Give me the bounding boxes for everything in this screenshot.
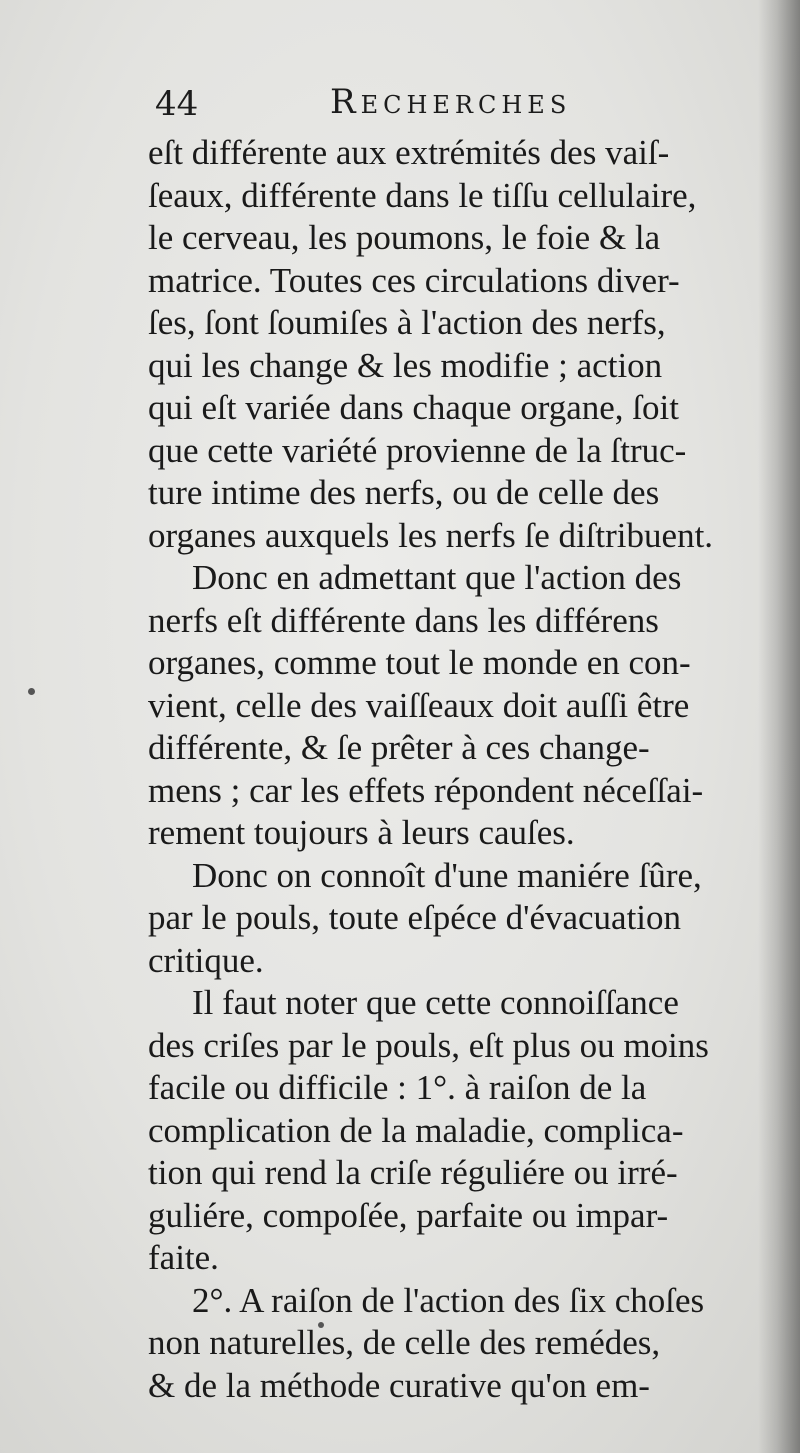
text-line: ture intime des nerfs, ou de celle des bbox=[148, 473, 660, 512]
text-line: différente, & ſe prêter à ces change- bbox=[148, 728, 650, 767]
text-line: qui eſt variée dans chaque organe, ſoit bbox=[148, 388, 679, 427]
text-line: complication de la maladie, complica- bbox=[148, 1110, 684, 1150]
text-line: par le pouls, toute eſpéce d'évacuation bbox=[148, 898, 682, 937]
text-line: non naturelles, de celle des remédes, bbox=[148, 1323, 661, 1362]
text-line: & de la méthode curative qu'on em- bbox=[148, 1365, 650, 1405]
text-line: mens ; car les effets répondent néceſſai- bbox=[148, 770, 704, 810]
text-line: ſes, ſont ſoumiſes à l'action des nerfs, bbox=[148, 303, 666, 342]
text-line: des criſes par le pouls, eſt plus ou moins bbox=[148, 1025, 709, 1065]
text-line: Donc en admettant que l'action des bbox=[192, 558, 682, 597]
text-line: rement toujours à leurs cauſes. bbox=[148, 813, 575, 852]
running-head: Recherches bbox=[330, 82, 572, 122]
text-line: Donc on connoît d'une maniére ſûre, bbox=[192, 855, 702, 895]
text-line: vient, celle des vaiſſeaux doit auſſi être bbox=[148, 685, 690, 725]
text-line: organes auxquels les nerfs ſe diſtribuent. bbox=[148, 515, 714, 555]
text-line: eſt différente aux extrémités des vaiſ- bbox=[148, 133, 670, 172]
text-line: qui les change & les modifie ; action bbox=[148, 345, 663, 385]
text-line: ſeaux, différente dans le tiſſu cellulaire, bbox=[148, 175, 697, 215]
page-header bbox=[150, 82, 620, 126]
text-line: que cette variété provienne de la ſtruc- bbox=[148, 430, 687, 470]
text-line: faite. bbox=[148, 1238, 219, 1277]
text-line: organes, comme tout le monde en con- bbox=[148, 643, 691, 682]
page-number: 44 bbox=[155, 84, 199, 124]
paper-speck bbox=[28, 688, 35, 695]
text-line: guliére, compoſée, parfaite ou impar- bbox=[148, 1195, 669, 1235]
text-line: le cerveau, les poumons, le foie & la bbox=[148, 218, 661, 257]
text-line: critique. bbox=[148, 940, 264, 980]
text-line: tion qui rend la criſe réguliére ou irré- bbox=[148, 1153, 678, 1192]
text-line: nerfs eſt différente dans les différens bbox=[148, 600, 659, 640]
text-line: 2°. A raiſon de l'action des ſix choſes bbox=[192, 1280, 705, 1320]
text-line: facile ou difficile : 1°. à raiſon de la bbox=[148, 1068, 647, 1107]
text-line: Il faut noter que cette connoiſſance bbox=[192, 983, 679, 1022]
text-line: matrice. Toutes ces circulations diver- bbox=[148, 260, 680, 300]
body-text bbox=[148, 132, 770, 1407]
